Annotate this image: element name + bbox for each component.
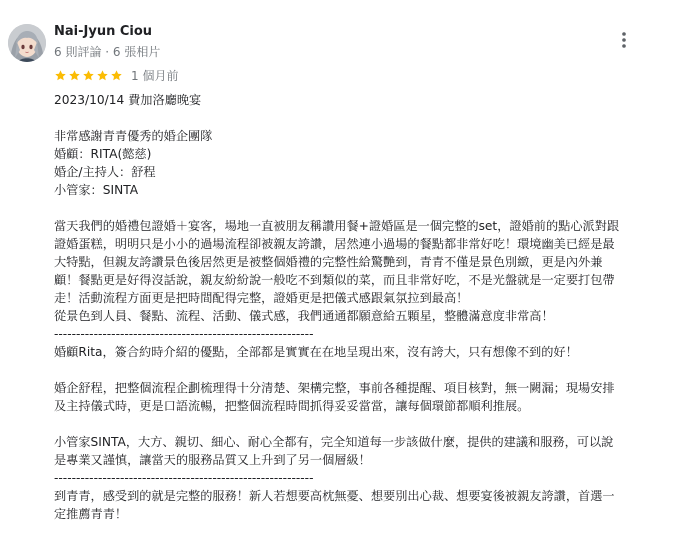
review-line: 婚顧Rita，簽合約時介紹的優點，全部都是實實在在地呈現出來，沒有誇大，只有想像不到的好！ (54, 345, 578, 359)
more-vert-icon (622, 32, 626, 48)
review-line: 2023/10/14 費加洛廳晚宴 (54, 93, 202, 107)
star-icon (110, 69, 123, 82)
review-line: 證婚蛋糕，明明只是小小的過場流程卻被親友誇讚，居然連小過場的餐點都非常好吃！環境幽美已經是最 (54, 237, 615, 251)
author-meta: 6 則評論 · 6 張相片 (54, 45, 161, 59)
anime-avatar-image (8, 24, 46, 62)
blank-line (54, 361, 654, 379)
review-line: 婚企舒程，把整個流程企劃梳理得十分清楚、架構完整，事前各種提醒、項目核對，無一闕漏；現場安排 (54, 381, 615, 395)
author-name[interactable]: Nai-Jyun Ciou (54, 24, 153, 39)
blank-line (54, 109, 654, 127)
review-line: 小管家：SINTA (54, 183, 139, 197)
review-line: 定推薦青青！ (54, 507, 128, 521)
review-line: 從景色到人員、餐點、流程、活動、儀式感，我們通通都願意給五顆星，整體滿意度非常高！ (54, 309, 554, 323)
star-icon (96, 69, 109, 82)
review-line: 大特點，但親友誇讚景色後居然更是被整個婚禮的完整性給驚艷到，青青不僅是景色別緻，更是內外兼 (54, 255, 603, 269)
author-avatar[interactable] (8, 24, 46, 62)
review-line: 婚企/主持人：舒程 (54, 165, 156, 179)
star-icon (82, 69, 95, 82)
review-line: 是專業又謹慎，讓當天的服務品質又上升到了另一個層級！ (54, 453, 371, 467)
review-line: 走！活動流程方面更是把時間配得完整，證婚更是把儀式感跟氣氛拉到最高！ (54, 291, 469, 305)
blank-line (54, 415, 654, 433)
review-line: 非常感謝青青優秀的婚企團隊 (54, 129, 213, 143)
star-icon (54, 69, 67, 82)
review-line: 及主持儀式時，更是口語流暢，把整個流程時間抓得妥妥當當，讓每個環節都順利推展。 (54, 399, 530, 413)
separator-line: ----------------------------------------------------------- (54, 327, 314, 341)
review-line: 婚顧：RITA(懿慈) (54, 147, 152, 161)
review-line: 顧！餐點更是好得沒話說，親友紛紛說一般吃不到類似的菜，而且非常好吃，不是光盤就是一定要打包帶 (54, 273, 615, 287)
review-line: 到青青，感受到的就是完整的服務！新人若想要高枕無憂、想要別出心裁、想要宴後被親友誇讚，首選一 (54, 489, 615, 503)
review-line: 當天我們的婚禮包證婚＋宴客，場地一直被朋友稱讚用餐+證婚區是一個完整的set，證婚前的點心派對跟 (54, 219, 620, 233)
star-rating (54, 69, 123, 82)
review-time: 1 個月前 (131, 68, 179, 83)
review-line: 小管家SINTA，大方、親切、細心、耐心全都有，完全知道每一步該做什麼，提供的建議和服務，可以說 (54, 435, 614, 449)
star-icon (68, 69, 81, 82)
review-text (54, 91, 654, 523)
separator-line: ----------------------------------------------------------- (54, 471, 314, 485)
blank-line (54, 199, 654, 217)
rating-row (54, 66, 178, 84)
more-options-button[interactable] (612, 28, 636, 52)
